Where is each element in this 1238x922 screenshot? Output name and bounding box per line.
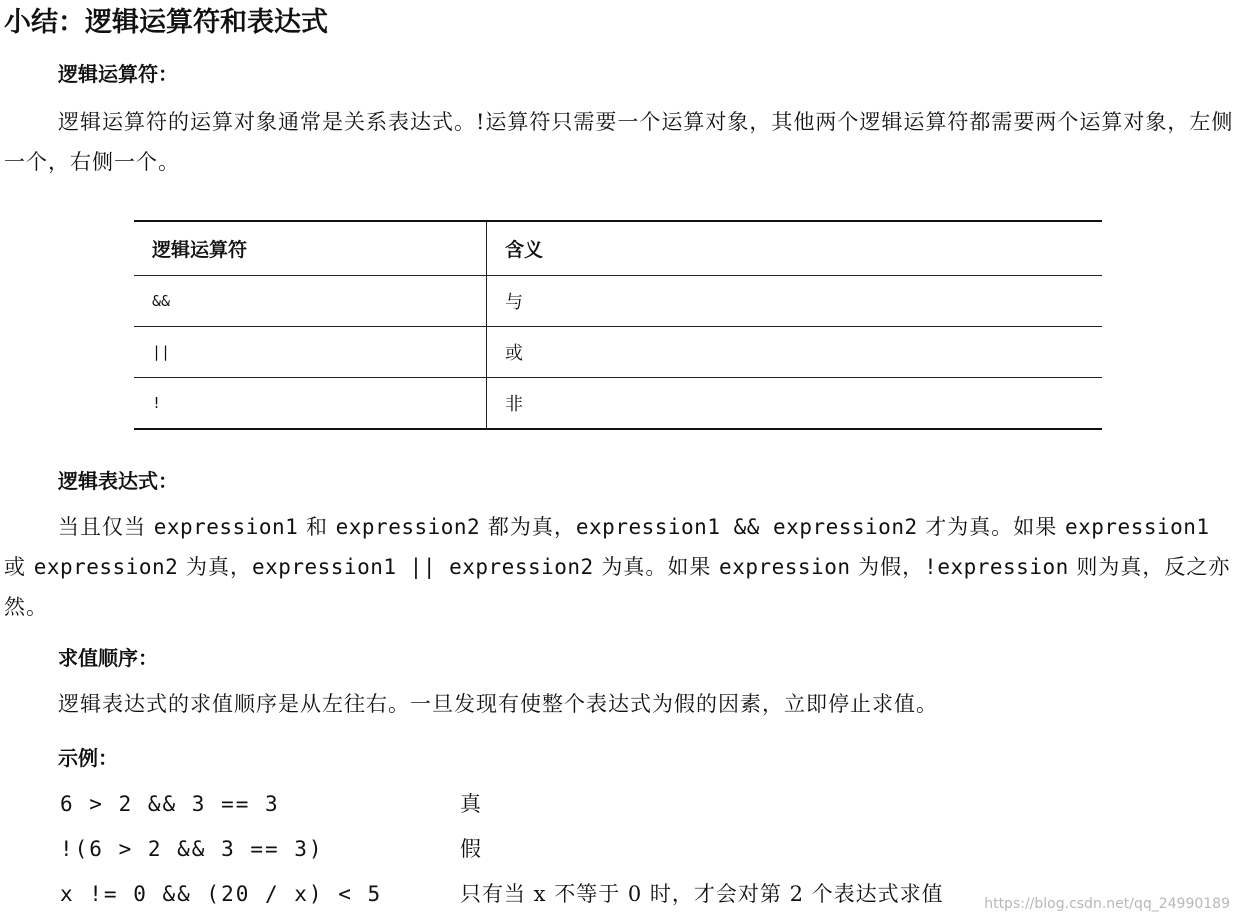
text-fragment: 才为真。如果 xyxy=(917,515,1065,539)
example-code: !(6 > 2 && 3 == 3) xyxy=(60,837,324,861)
order-paragraph: 逻辑表达式的求值顺序是从左往右。一旦发现有使整个表达式为假的因素，立即停止求值。 xyxy=(58,692,938,716)
operators-paragraph: 逻辑运算符的运算对象通常是关系表达式。!运算符只需要一个运算对象，其他两个逻辑运算符都需要两个运算对象，左侧一个，右侧一个。 xyxy=(4,110,1234,174)
code-fragment: expression xyxy=(719,555,851,579)
example-item xyxy=(60,784,482,824)
expressions-heading: 逻辑表达式： xyxy=(58,469,178,493)
meaning-cell: 或 xyxy=(487,327,1103,378)
example-code: x != 0 && (20 / x) < 5 xyxy=(60,882,383,906)
example-item xyxy=(60,829,482,869)
code-fragment: expression1 xyxy=(153,515,299,539)
example-code: 6 > 2 && 3 == 3 xyxy=(60,792,280,816)
operator-cell: && xyxy=(134,276,487,327)
text-fragment: 和 xyxy=(298,515,336,539)
text-fragment: 为真。如果 xyxy=(593,555,720,579)
example-result: 假 xyxy=(460,837,482,861)
example-item xyxy=(60,874,944,914)
examples-heading: 示例： xyxy=(58,746,118,770)
text-fragment: 则为真，反之亦然。 xyxy=(4,555,1231,619)
table-header-row xyxy=(134,221,1102,276)
table-row xyxy=(134,378,1102,430)
example-result: 只有当 x 不等于 0 时，才会对第 2 个表达式求值 xyxy=(460,882,944,906)
text-fragment: 当且仅当 xyxy=(58,515,154,539)
code-fragment: expression1 && expression2 xyxy=(575,515,918,539)
code-fragment: expression2 xyxy=(335,515,481,539)
meaning-cell: 与 xyxy=(487,276,1103,327)
operator-cell: || xyxy=(134,327,487,378)
order-heading: 求值顺序： xyxy=(58,646,158,670)
code-fragment: expression1 || expression2 xyxy=(251,555,594,579)
operators-table xyxy=(134,220,1102,430)
example-result: 真 xyxy=(460,792,482,816)
meaning-cell: 非 xyxy=(505,394,523,415)
code-fragment: expression1 xyxy=(1064,515,1210,539)
table-row xyxy=(134,327,1102,378)
table-row xyxy=(134,276,1102,327)
table-header-meaning: 含义 xyxy=(487,221,1103,276)
text-fragment: 为假， xyxy=(850,555,925,579)
code-fragment: expression2 xyxy=(33,555,179,579)
watermark: https://blog.csdn.net/qq_24990189 xyxy=(984,896,1230,912)
expressions-paragraph xyxy=(4,507,1234,627)
text-fragment: 为真， xyxy=(178,555,252,579)
operator-cell: ! xyxy=(134,378,487,430)
text-fragment: 或 xyxy=(4,555,34,579)
table-header-operator: 逻辑运算符 xyxy=(134,221,487,276)
operators-heading: 逻辑运算符： xyxy=(58,62,178,86)
page-title: 小结：逻辑运算符和表达式 xyxy=(4,7,328,38)
text-fragment: 都为真， xyxy=(480,515,576,539)
code-fragment: !expression xyxy=(924,555,1069,579)
